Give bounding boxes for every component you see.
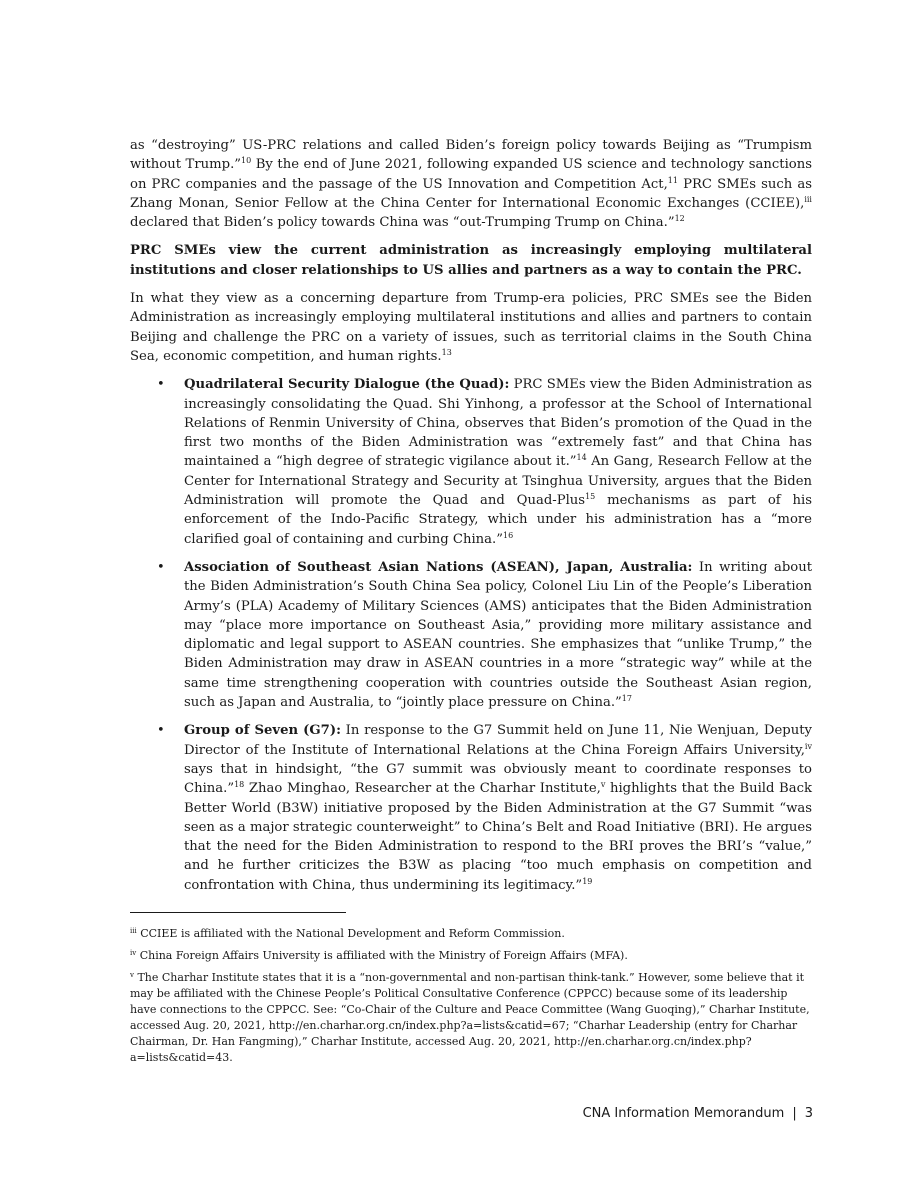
endnote-ref[interactable]: 18 (234, 780, 245, 790)
bullet-lead: Quadrilateral Security Dialogue (the Quad): (184, 377, 510, 393)
endnote-ref[interactable]: 11 (667, 175, 678, 185)
endnote-ref[interactable]: 16 (502, 530, 514, 540)
bullet-lead: Group of Seven (G7): (184, 723, 341, 739)
bullet-item-g7: • Group of Seven (G7): In response to the G7 Summit held on June 11, Nie Wenjuan, Deputy Director of the Institute of International Relations at the China Foreign Affairs University,$^{iv}$ says that in hindsight, “the G7 summit was obviously meant to coordinate responses to China.”$^{18}$ Zhao Minghao, Researcher at the Charhar Institute,$^v$ highlights that the Build Back Better World (B3W) initiative proposed by the Biden Administration at the G7 Summit “was seen as a major strategic counterweight” to China’s Belt and Road Initiative (BRI). He argues that the need for the Biden Administration to respond to the BRI proves the BRI’s “value,” and he further criticizes the B3W as placing “too much emphasis on competition and confrontation with China, thus undermining its legitimacy.”$^{19}$ (157, 723, 812, 893)
footnote-ref[interactable]: iii (804, 194, 812, 204)
bullet-item-quad: • Quadrilateral Security Dialogue (the Quad): PRC SMEs view the Biden Administration as increasingly consolidating the Quad. Shi Yinhong, a professor at the School of International Relations of Renmin University of China, observes that Biden’s promotion of the Quad in the first two months of the Biden Administration was “extremely fast” and that China has maintained a “high degree of strategic vigilance about it.”$^{14}$ An Gang, Research Fellow at the Center for International Strategy and Security at Tsinghua University, argues that the Biden Administration will promote the Quad and Quad-Plus$^{15}$ mechanisms as part of his enforcement of the Indo-Pacific Strategy, which under his administration has a “more clarified goal of containing and curbing China.”$^{16}$ (157, 377, 813, 547)
bullet-lead: Association of Southeast Asian Nations (ASEAN), Japan, Australia: (184, 559, 693, 575)
footnote-mark: iii (130, 927, 137, 935)
bullet-list (130, 375, 812, 895)
endnote-ref[interactable]: 14 (576, 453, 587, 463)
footnote-item: $^{iii}$ CCIEE is affiliated with the National Development and Reform Commission. (130, 927, 565, 940)
bullet-dot-icon: • (157, 559, 165, 575)
page-footer (583, 1106, 813, 1121)
footnote-item: $^v$ The Charhar Institute states that it is a “non-governmental and non-partisan think-tank.” However, some believe that it may be affiliated with the Chinese People’s Political Consultative Conference (CPPCC) because some of its leadership have connections to the CPPCC. See: “Co-Chair of the Culture and Peace Committee (Wang Guoqing),” Charhar Institute, accessed Aug. 20, 2021, http://en.charhar.org.cn/index.php?a=lists&catid=67; “Charhar Leadership (entry for Charhar Chairman, Dr. Han Fangming),” Charhar Institute, accessed Aug. 20, 2021, http://en.charhar.org.cn/index.php?a=lists&catid=43. (130, 971, 810, 1064)
endnote-ref[interactable]: 13 (441, 347, 452, 357)
footnote-ref[interactable]: v (600, 780, 606, 790)
endnote-ref[interactable]: 10 (241, 156, 252, 166)
footnote-mark: iv (130, 949, 137, 957)
bullet-item-asean: • Association of Southeast Asian Nations (ASEAN), Japan, Australia: In writing about the Biden Administration’s South China Sea policy, Colonel Liu Lin of the People’s Liberation Army’s (PLA) Academy of Military Sciences (AMS) anticipates that the Biden Administration may “place more importance on Southeast Asia,” providing more military assistance and diplomatic and legal support to ASEAN countries. She emphasizes that “unlike Trump,” the Biden Administration may draw in ASEAN countries in a more “strategic way” while at the same time strengthening cooperation with countries outside the Southeast Asian region, such as Japan and Australia, to “jointly place pressure on China.”$^{17}$ (157, 559, 812, 711)
endnote-ref[interactable]: 15 (585, 492, 596, 502)
endnote-ref[interactable]: 17 (621, 694, 632, 704)
body-text (130, 136, 812, 904)
bullet-dot-icon: • (157, 723, 165, 739)
footnote-divider (130, 912, 346, 913)
endnote-ref[interactable]: 19 (582, 876, 593, 886)
section-heading: PRC SMEs view the current administration as increasingly employing multilateral institutions and closer relationships to US allies and partners as a way to contain the PRC. (130, 243, 812, 278)
bullet-dot-icon: • (157, 377, 165, 393)
footer-separator: | (792, 1106, 797, 1121)
section-paragraph: In what they view as a concerning departure from Trump-era policies, PRC SMEs see the Biden Administration as increasingly employing multilateral institutions and allies and partners to contain Beijing and challenge the PRC on a variety of issues, such as territorial claims in the South China Sea, economic competition, and human rights.$^{13}$ (130, 291, 812, 364)
footnote-item: $^{iv}$ China Foreign Affairs University is affiliated with the Ministry of Foreign Affairs (MFA). (130, 949, 628, 962)
footnote-mark: v (130, 971, 134, 979)
footnotes (130, 926, 812, 1072)
footer-label: CNA Information Memorandum (582, 1106, 785, 1121)
endnote-ref[interactable]: 12 (674, 214, 685, 224)
footnote-ref[interactable]: iv (804, 741, 812, 751)
intro-paragraph: as “destroying” US-PRC relations and called Biden’s foreign policy towards Beijing as “Trumpism without Trump.”$^{10}$ By the end of June 2021, following expanded US science and technology sanctions on PRC companies and the passage of the US Innovation and Competition Act,$^{11}$ PRC SMEs such as Zhang Monan, Senior Fellow at the China Center for International Economic Exchanges (CCIEE),$^{iii}$ declared that Biden’s policy towards China was “out-Trumping Trump on China.”$^{12}$ (130, 138, 812, 231)
page-number: 3 (804, 1106, 813, 1121)
